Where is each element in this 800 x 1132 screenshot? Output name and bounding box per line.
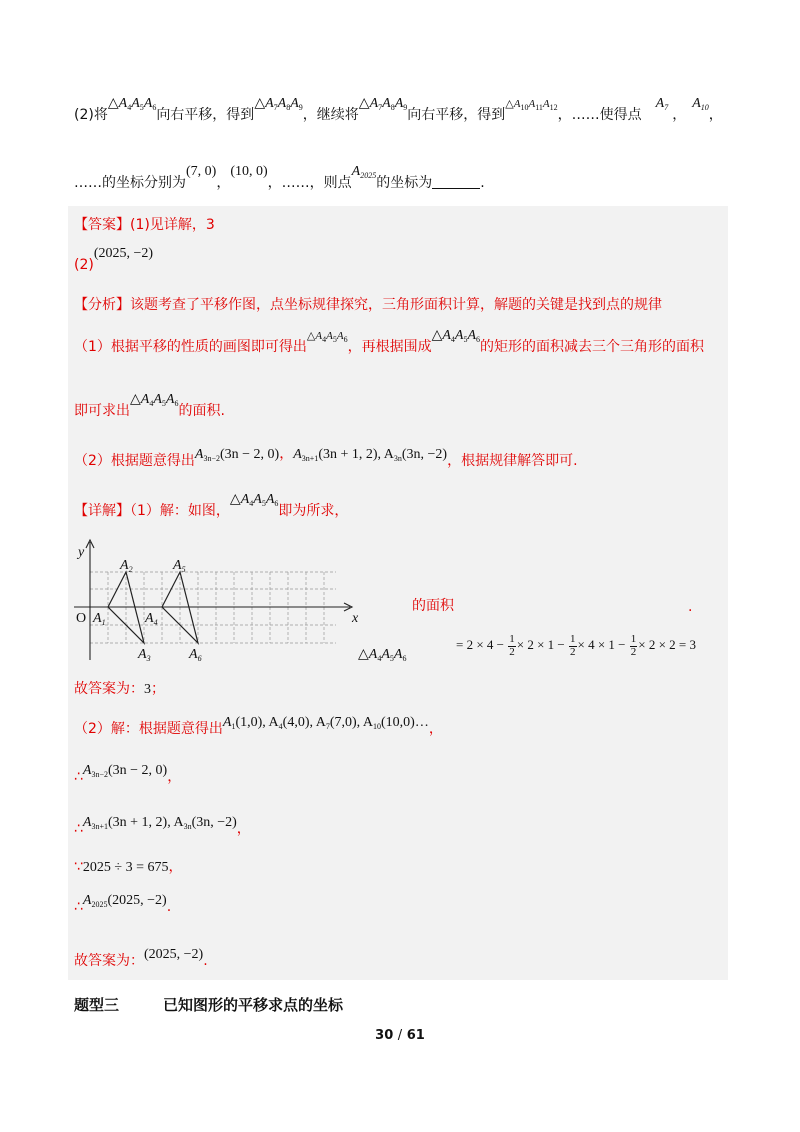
triangle-a4a5a6-detail: $\triangle A_4A_5A_6$ xyxy=(229,492,279,508)
answer-label: 【答案】 xyxy=(74,217,130,233)
detail-label: 【详解】 xyxy=(74,503,130,519)
ans2-dot: . xyxy=(203,953,208,969)
answer-blank xyxy=(432,176,480,189)
triangle-area-symbol: $\triangle A_4A_5A_6$ xyxy=(358,647,407,663)
frac-1: $\frac{1}{2}$ xyxy=(509,632,515,658)
label-a2: $A_2$ xyxy=(120,558,133,574)
therefore-sep-1: ， xyxy=(167,769,182,785)
q-text4: ，……使得点 xyxy=(557,107,642,123)
division-formula: 2025 ÷ 3 = 675 xyxy=(82,860,169,875)
q-comma: ， xyxy=(672,107,687,123)
y-axis-label: y xyxy=(78,545,85,560)
therefore-line-1 xyxy=(74,763,182,786)
point-a10: $A_{10}$ xyxy=(692,96,709,112)
formula-a3n-2: $A_{3n-2}(3n - 2$, 0) xyxy=(82,763,168,779)
detail-p2-line xyxy=(74,715,443,738)
analysis-p1-b: ，再根据围成 xyxy=(347,339,432,355)
ans2-label: 故答案为： xyxy=(74,953,144,969)
area-dot-text: . xyxy=(688,599,693,615)
therefore-line-3 xyxy=(74,893,172,916)
label-a1: $A_1$ xyxy=(93,611,106,627)
area-dot xyxy=(688,600,692,614)
formula-t2: × 4 × 1 − xyxy=(577,637,626,652)
therefore-line-2 xyxy=(74,815,251,838)
area-label xyxy=(412,599,454,613)
analysis-formula: $A_{3n-2}(3n - 2$, 0)，$A_{3n+1}(3n + 1$, 2), $A_{3n}(3n$, −2) xyxy=(194,447,448,463)
detail-points: $A_1(1,0)$, $A_4(4,0)$, $A_7(7,0)$, $A_{10}(10,0)\dots$ xyxy=(222,715,429,731)
coord-10-0: (10, 0) xyxy=(230,164,268,179)
ans2-value: (2025, −2) xyxy=(144,947,204,962)
q2-prefix: ……的坐标分别为 xyxy=(74,175,186,191)
triangle-a4a5a6: $\triangle A_4A_5A_6$ xyxy=(107,96,157,112)
q-comma-2: ， xyxy=(708,107,723,123)
section-title: 已知图形的平移求点的坐标 xyxy=(163,996,344,1014)
section-label: 题型三 xyxy=(74,996,120,1014)
analysis-line xyxy=(74,298,662,312)
frac-3: $\frac{1}{2}$ xyxy=(630,632,637,658)
answer-line-2 xyxy=(74,246,154,273)
q2-suffix: 的坐标为 xyxy=(376,175,433,191)
answer-part2-value: (2025, −2) xyxy=(93,246,154,261)
label-a6: $A_6$ xyxy=(189,647,202,663)
q-text3: 向右平移，得到 xyxy=(407,107,506,123)
area-formula xyxy=(456,632,696,658)
triangle-a4a5a6-enclose: $\triangle A_4A_5A_6$ xyxy=(431,328,481,344)
formula-t1: × 2 × 1 − xyxy=(516,637,565,652)
answer-part1: (1)见详解，3 xyxy=(130,217,215,233)
detail-line xyxy=(74,492,349,520)
label-a3: $A_3$ xyxy=(138,647,151,663)
frac-2: $\frac{1}{2}$ xyxy=(570,632,576,658)
q-text2: ，继续将 xyxy=(302,107,359,123)
because-line xyxy=(74,860,183,875)
therefore-sep-2: ， xyxy=(236,821,251,837)
analysis-p2 xyxy=(74,447,578,470)
page-current: 30 xyxy=(375,1028,394,1043)
analysis-p1-a: （1）根据平移的性质的画图即可得出 xyxy=(74,339,307,355)
therefore-symbol-3: ∴ xyxy=(74,899,83,915)
q2-comma: ， xyxy=(216,175,231,191)
therefore-symbol-1: ∴ xyxy=(74,769,83,785)
formula-lead: = 2 × 4 − xyxy=(456,637,504,652)
analysis-p2-a: （2）根据题意得出 xyxy=(74,453,195,469)
triangle-a7a8a9-b: $\triangle A_7A_8A_9$ xyxy=(358,96,408,112)
triangle-a10a11a12: $\triangle A_{10}A_{11}A_{12}$ xyxy=(505,98,558,112)
origin-label: O xyxy=(76,611,87,626)
question-line-2 xyxy=(74,164,485,192)
analysis-label: 【分析】 xyxy=(74,297,130,313)
because-sep: ， xyxy=(168,859,183,875)
analysis-text: 该题考查了平移作图，点坐标规律探究，三角形面积计算，解题的关键是找到点的规律 xyxy=(130,297,662,313)
triangle-a4a5a6-small: $\triangle A_4A_5A_6$ xyxy=(306,330,348,344)
x-axis-label: x xyxy=(352,611,359,626)
page-sep: / xyxy=(397,1028,403,1043)
ans1-value: 3 xyxy=(144,682,151,697)
analysis-p1-c: 的矩形的面积减去三个三角形的面积 xyxy=(480,339,705,355)
question-line-1 xyxy=(74,96,723,124)
label-a4: $A_4$ xyxy=(145,611,158,627)
ans1-end: ； xyxy=(151,681,165,697)
section-heading xyxy=(74,994,343,1015)
page-number xyxy=(0,1028,800,1043)
formula-a3n1-a3n: $A_{3n+1}(3n + 1$, 2), $A_{3n}(3n$, −2) xyxy=(82,815,237,831)
answer1-line xyxy=(74,682,165,697)
detail-p2-sep: ， xyxy=(428,721,443,737)
detail-p1-b: 即为所求， xyxy=(278,503,349,519)
analysis-p1 xyxy=(74,328,705,356)
ans1-label: 故答案为： xyxy=(74,681,144,697)
point-a7: $A_7$ xyxy=(655,96,669,112)
analysis-p1-d: 即可求出 xyxy=(74,403,130,419)
q2-end: . xyxy=(480,175,485,191)
axes xyxy=(74,540,352,660)
detail-p1: （1）解：如图， xyxy=(130,503,230,519)
because-symbol: ∵ xyxy=(74,859,83,875)
coordinate-figure xyxy=(74,534,374,664)
analysis-p1-e: 的面积. xyxy=(178,403,225,419)
point-a2025: $A_{2025}$ xyxy=(351,164,377,180)
answer-line-1 xyxy=(74,218,215,232)
answer2-line xyxy=(74,947,208,969)
therefore-dot-3: . xyxy=(166,899,172,915)
analysis-p2-b: ，根据规律解答即可. xyxy=(447,453,578,469)
area-label-text: 的面积 xyxy=(412,598,454,614)
detail-p2-text: （2）解：根据题意得出 xyxy=(74,721,223,737)
q-text1: 向右平移，得到 xyxy=(156,107,255,123)
q-prefix: (2)将 xyxy=(74,107,108,123)
label-a5: $A_5$ xyxy=(173,558,186,574)
triangle-a4a5a6-area: $\triangle A_4A_5A_6$ xyxy=(130,392,179,408)
q2-middle: ，……，则点 xyxy=(267,175,352,191)
coord-7-0: (7, 0) xyxy=(186,164,217,179)
triangle-a7a8a9: $\triangle A_7A_8A_9$ xyxy=(254,96,303,112)
answer-part2-prefix: (2) xyxy=(74,257,94,273)
analysis-p1-cont xyxy=(74,392,225,420)
formula-t3: × 2 × 2 = 3 xyxy=(638,637,696,652)
page-total: 61 xyxy=(406,1028,425,1043)
formula-a2025: $A_{2025}(2025$, −2) xyxy=(82,893,167,909)
therefore-symbol-2: ∴ xyxy=(74,821,83,837)
